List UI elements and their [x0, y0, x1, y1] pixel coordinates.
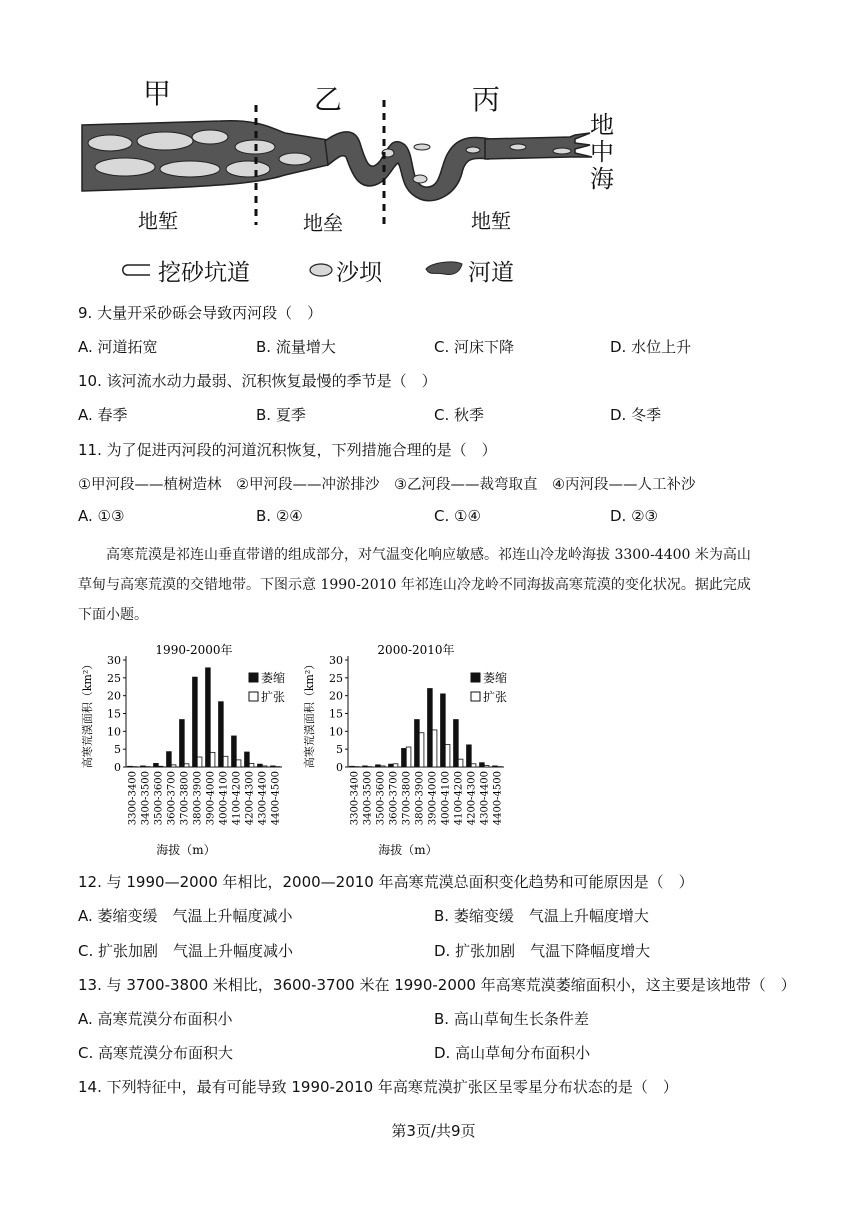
bar-expand: [210, 752, 215, 767]
sea-label: 地 中 海: [590, 111, 614, 193]
bar-shrink: [402, 748, 407, 767]
y-tick-label: 30: [329, 654, 343, 667]
y-tick-label: 0: [336, 761, 343, 774]
bar-shrink: [219, 702, 224, 767]
x-axis-label: 海拔（m）: [156, 843, 216, 857]
x-tick-label: 3500-3600: [375, 771, 387, 826]
x-tick-label: 3900-4000: [205, 771, 217, 826]
x-tick-label: 4000-4100: [218, 771, 230, 826]
x-tick-label: 3300-3400: [127, 771, 139, 826]
legend-swatch: [249, 673, 258, 682]
bar-shrink: [180, 720, 185, 767]
y-tick-label: 20: [107, 689, 121, 703]
x-tick-label: 4100-4200: [231, 771, 243, 826]
bar-shrink: [467, 745, 472, 767]
question-9-option-a[interactable]: A. 河道拓宽: [78, 338, 158, 356]
x-tick-label: 3700-3800: [401, 771, 413, 826]
y-tick-label: 25: [107, 671, 121, 685]
bar-expand: [445, 745, 450, 767]
bar-shrink: [389, 764, 394, 767]
x-tick-label: 3800-3900: [414, 771, 426, 826]
question-12-stem: 12. 与 1990—2000 年相比，2000—2010 年高寒荒漠总面积变化趋势和可能原因是（ ）: [78, 873, 694, 891]
question-14-stem: 14. 下列特征中，最有可能导致 1990-2010 年高寒荒漠扩张区呈零星分布状态的是（ ）: [78, 1078, 678, 1096]
question-10-option-d[interactable]: D. 冬季: [610, 406, 662, 424]
legend-label: 萎缩: [483, 671, 508, 685]
x-tick-label: 3500-3600: [153, 771, 165, 826]
passage: [78, 540, 798, 630]
question-11-option-c[interactable]: C. ①④: [434, 507, 481, 525]
legend-label: 萎缩: [261, 671, 286, 685]
legend-swatch: [249, 692, 258, 701]
bar-shrink: [154, 763, 159, 767]
question-12-option-d[interactable]: D. 扩张加剧 气温下降幅度增大: [434, 942, 651, 960]
bar-expand: [223, 756, 228, 767]
y-tick-label: 10: [329, 725, 343, 739]
bar-shrink: [428, 689, 433, 767]
question-11-option-a[interactable]: A. ①③: [78, 507, 125, 525]
x-tick-label: 4200-4300: [244, 771, 256, 826]
legend-label: 扩张: [261, 690, 286, 704]
bar-expand: [471, 764, 476, 767]
question-10-stem: 10. 该河流水动力最弱、沉积恢复最慢的季节是（ ）: [78, 372, 437, 390]
bar-expand: [393, 764, 398, 767]
x-tick-label: 3800-3900: [192, 771, 204, 826]
x-tick-label: 3900-4000: [427, 771, 439, 826]
y-tick-label: 0: [114, 761, 121, 774]
question-11-option-d[interactable]: D. ②③: [610, 507, 658, 525]
bar-chart-1990-2000: [78, 640, 308, 860]
question-13-option-d[interactable]: D. 高山草甸分布面积小: [434, 1044, 591, 1062]
bar-shrink: [493, 766, 498, 767]
y-tick-label: 15: [107, 707, 121, 721]
legend-swatch: [471, 673, 480, 682]
legend-label-river: 河道: [468, 260, 514, 286]
region-label-yi: 乙: [314, 83, 343, 116]
bar-shrink: [193, 677, 198, 767]
question-9-option-b[interactable]: B. 流量增大: [256, 338, 336, 356]
y-tick-label: 15: [329, 707, 343, 721]
bar-shrink: [363, 766, 368, 767]
legend-label-sand-pit: 挖砂坑道: [158, 260, 250, 286]
question-9-stem: 9. 大量开采砂砾会导致丙河段（ ）: [78, 304, 323, 322]
question-11-option-b[interactable]: B. ②④: [256, 507, 303, 525]
y-axis-label: 高寒荒漠面积（km²）: [303, 658, 316, 769]
x-tick-label: 3400-3500: [140, 771, 152, 826]
y-tick-label: 20: [329, 689, 343, 703]
region-label-jia: 甲: [143, 77, 172, 110]
bar-shrink: [167, 752, 172, 767]
x-tick-label: 3400-3500: [362, 771, 374, 826]
bar-shrink: [245, 752, 250, 767]
question-11-statements: ①甲河段——植树造林 ②甲河段——冲淤排沙 ③乙河段——裁弯取直 ④丙河段——人工补沙: [78, 477, 696, 493]
bar-expand: [236, 760, 241, 767]
bar-expand: [484, 766, 489, 767]
y-tick-label: 30: [107, 654, 121, 667]
bar-expand: [197, 757, 202, 767]
question-13-option-c[interactable]: C. 高寒荒漠分布面积大: [78, 1044, 234, 1062]
river-channel-yi: [325, 132, 490, 201]
x-tick-label: 3600-3700: [166, 771, 178, 826]
bar-shrink: [350, 766, 355, 767]
bar-expand: [158, 766, 163, 767]
x-axis-label: 海拔（m）: [378, 843, 438, 857]
bar-shrink: [271, 766, 276, 767]
x-tick-label: 4300-4400: [257, 771, 269, 826]
legend-label: 扩张: [483, 690, 508, 704]
y-tick-label: 5: [114, 743, 121, 757]
bar-shrink: [258, 764, 263, 767]
bar-expand: [249, 763, 254, 767]
y-tick-label: 10: [107, 725, 121, 739]
chart-title: 1990-2000年: [155, 643, 233, 657]
x-tick-label: 4000-4100: [440, 771, 452, 826]
bar-chart-2000-2010: [300, 640, 530, 860]
sand-pit-channel-icon: [118, 260, 154, 280]
chart-title: 2000-2010年: [377, 643, 455, 657]
bar-expand: [171, 765, 176, 767]
passage-line-2: 草甸与高寒荒漠的交错地带。下图示意 1990-2010 年祁连山冷龙岭不同海拔高寒荒漠的变化状况。据此完成: [78, 577, 751, 593]
y-tick-label: 25: [329, 671, 343, 685]
x-tick-label: 3600-3700: [388, 771, 400, 826]
x-tick-label: 4400-4500: [270, 771, 282, 826]
bar-shrink: [480, 763, 485, 767]
bar-shrink: [206, 668, 211, 767]
river-channel-icon: [424, 260, 464, 278]
question-13-option-b[interactable]: B. 高山草甸生长条件差: [434, 1010, 589, 1028]
bar-expand: [419, 733, 424, 767]
x-tick-label: 4300-4400: [479, 771, 491, 826]
bar-expand: [380, 766, 385, 767]
question-12-option-b[interactable]: B. 萎缩变缓 气温上升幅度增大: [434, 907, 649, 925]
question-11-stem: 11. 为了促进丙河段的河道沉积恢复，下列措施合理的是（ ）: [78, 441, 497, 459]
x-tick-label: 3300-3400: [349, 771, 361, 826]
bar-shrink: [415, 720, 420, 767]
question-12-option-c[interactable]: C. 扩张加剧 气温上升幅度减小: [78, 942, 294, 960]
question-10-option-b[interactable]: B. 夏季: [256, 406, 306, 424]
structure-label-horst: 地垒: [303, 211, 343, 235]
legend-swatch: [471, 692, 480, 701]
y-axis-label: 高寒荒漠面积（km²）: [81, 658, 94, 769]
bar-expand: [184, 764, 189, 767]
bar-shrink: [128, 766, 133, 767]
question-9-option-c[interactable]: C. 河床下降: [434, 338, 515, 356]
question-13-stem: 13. 与 3700-3800 米相比，3600-3700 米在 1990-2000 年高寒荒漠萎缩面积小，这主要是该地带（ ）: [78, 976, 796, 994]
river-channel-bing: [485, 133, 592, 159]
x-tick-label: 4100-4200: [453, 771, 465, 826]
passage-line-3: 下面小题。: [78, 607, 148, 623]
sandbar-icon: [308, 262, 334, 278]
structure-label-graben-left: 地堑: [138, 209, 178, 233]
question-10-option-c[interactable]: C. 秋季: [434, 406, 485, 424]
passage-line-1: 高寒荒漠是祁连山垂直带谱的组成部分，对气温变化响应敏感。祁连山冷龙岭海拔 3300-4400 米为高山: [106, 547, 751, 563]
bar-expand: [432, 730, 437, 767]
structure-label-graben-right: 地堑: [471, 209, 511, 233]
bar-shrink: [376, 765, 381, 767]
region-label-bing: 丙: [472, 83, 501, 116]
bar-expand: [262, 766, 267, 767]
question-9-option-d[interactable]: D. 水位上升: [610, 338, 692, 356]
bar-shrink: [441, 694, 446, 767]
legend-label-sandbar: 沙坝: [336, 260, 382, 286]
bar-shrink: [141, 766, 146, 767]
y-tick-label: 5: [336, 743, 343, 757]
x-tick-label: 3700-3800: [179, 771, 191, 826]
x-tick-label: 4400-4500: [492, 771, 504, 826]
bar-shrink: [454, 720, 459, 767]
bar-expand: [406, 747, 411, 767]
x-tick-label: 4200-4300: [466, 771, 478, 826]
bar-expand: [458, 759, 463, 767]
bar-shrink: [232, 736, 237, 767]
page-footer: 第3页/共9页: [391, 1122, 476, 1140]
question-12-option-a[interactable]: A. 萎缩变缓 气温上升幅度减小: [78, 907, 293, 925]
question-10-option-a[interactable]: A. 春季: [78, 406, 128, 424]
question-13-option-a[interactable]: A. 高寒荒漠分布面积小: [78, 1010, 233, 1028]
